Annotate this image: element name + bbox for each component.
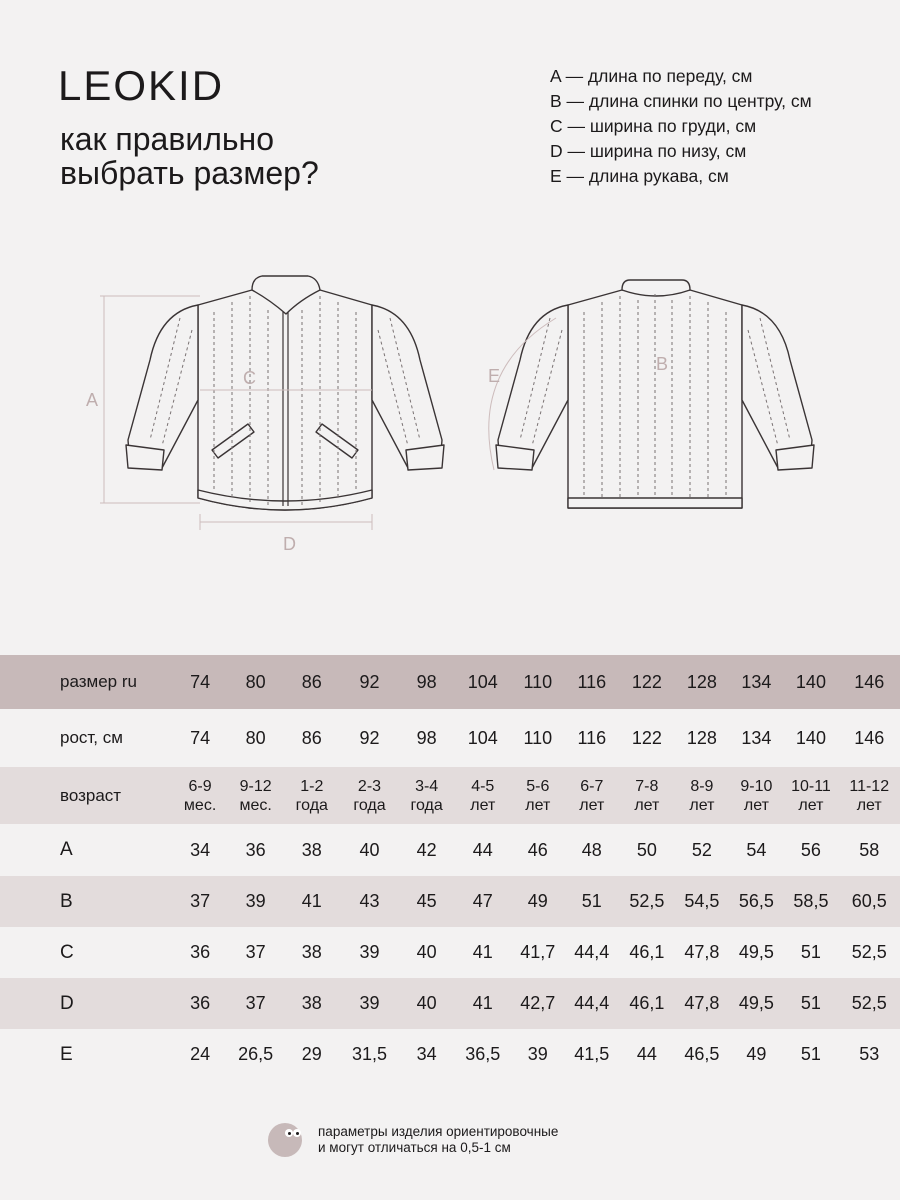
cell: 38 <box>301 993 322 1013</box>
age-range: 6-9 <box>188 777 212 795</box>
title-line-2: выбрать размер? <box>60 155 319 191</box>
age-unit: лет <box>689 796 715 814</box>
cell: 44 <box>636 1044 657 1064</box>
cell: 47,8 <box>684 942 720 962</box>
cell: 31,5 <box>351 1044 387 1064</box>
cell: 128 <box>686 727 717 748</box>
row-label: возраст <box>60 785 122 805</box>
cell: 104 <box>467 727 498 748</box>
cell: 38 <box>301 942 322 962</box>
cell: 60,5 <box>851 891 887 911</box>
jacket-back-illustration <box>488 280 814 508</box>
cell: 44,4 <box>574 942 610 962</box>
cell: 36 <box>245 839 266 860</box>
cell: 56,5 <box>738 891 774 911</box>
age-range: 8-9 <box>690 777 714 795</box>
age-range: 2-3 <box>357 777 382 795</box>
cell: 58 <box>859 839 880 860</box>
measurement-legend <box>550 64 812 189</box>
cell: 40 <box>416 942 437 962</box>
cell <box>454 767 511 824</box>
cell: 50 <box>636 839 657 860</box>
row-label: A <box>60 839 73 860</box>
size-chart-table <box>0 655 900 1080</box>
cell: 134 <box>741 671 772 692</box>
cell: 128 <box>686 671 717 692</box>
row-label: C <box>60 941 74 963</box>
cell: 41 <box>472 942 493 962</box>
dim-label-a: A <box>86 390 99 410</box>
legend-item-b: B — длина спинки по центру, см <box>550 91 812 111</box>
row-c <box>0 927 900 978</box>
cell: 48 <box>581 839 602 860</box>
age-unit: лет <box>470 796 496 814</box>
cell <box>511 767 564 824</box>
cell: 36 <box>190 993 211 1013</box>
cell: 134 <box>741 727 772 748</box>
row-label: D <box>60 992 74 1014</box>
cell: 43 <box>359 891 380 911</box>
age-range: 9-12 <box>239 777 272 795</box>
eye-icon <box>293 1129 301 1137</box>
cell <box>284 767 340 824</box>
row-height <box>0 709 900 767</box>
cell: 116 <box>577 727 607 748</box>
cell: 54 <box>746 839 767 860</box>
cell: 51 <box>800 1044 821 1064</box>
age-range: 7-8 <box>635 777 659 795</box>
age-range: 10-11 <box>791 777 831 795</box>
title-line-1: как правильно <box>60 121 274 157</box>
dim-label-d: D <box>283 534 296 554</box>
age-range: 6-7 <box>580 777 604 795</box>
jacket-front-illustration <box>86 276 444 554</box>
row-b <box>0 876 900 927</box>
cell: 86 <box>301 671 322 692</box>
cell: 34 <box>416 1044 437 1064</box>
cell: 37 <box>245 942 266 962</box>
age-unit: мес. <box>239 796 272 814</box>
cell <box>564 767 619 824</box>
cell <box>399 767 454 824</box>
cell <box>340 767 399 824</box>
cell: 24 <box>190 1044 211 1064</box>
cell: 51 <box>800 993 821 1013</box>
cell <box>619 767 674 824</box>
page-title <box>60 122 319 190</box>
cell: 39 <box>527 1044 548 1064</box>
footnote-line-1: параметры изделия ориентировочные <box>318 1124 559 1139</box>
cell: 41 <box>301 891 322 911</box>
cell: 140 <box>795 671 826 692</box>
row-label: E <box>60 1043 73 1065</box>
row-d <box>0 978 900 1029</box>
cell: 110 <box>523 727 553 748</box>
cell: 74 <box>190 671 211 692</box>
dim-label-e: E <box>488 366 501 386</box>
cell: 49,5 <box>738 993 774 1013</box>
cell: 80 <box>245 727 266 748</box>
cell: 56 <box>800 839 821 860</box>
cell: 39 <box>359 942 380 962</box>
row-size-ru <box>0 655 900 709</box>
cell: 54,5 <box>684 891 720 911</box>
age-range: 9-10 <box>740 777 773 795</box>
cell: 41 <box>472 993 493 1013</box>
cell: 40 <box>416 993 437 1013</box>
cell: 39 <box>359 993 380 1013</box>
age-unit: года <box>410 796 443 814</box>
age-range: 5-6 <box>526 777 550 795</box>
legend-item-c: C — ширина по груди, см <box>550 116 757 136</box>
cell: 51 <box>800 942 821 962</box>
cell <box>783 767 838 824</box>
cell: 74 <box>190 727 211 748</box>
cell: 52,5 <box>629 891 665 911</box>
cell: 104 <box>467 671 498 692</box>
cell: 52,5 <box>851 942 887 962</box>
age-unit: мес. <box>183 796 217 814</box>
cell: 46,1 <box>629 942 665 962</box>
footnote-text <box>318 1124 558 1156</box>
dim-label-c: C <box>243 368 256 388</box>
cell: 146 <box>854 727 885 748</box>
age-unit: лет <box>634 796 660 814</box>
cell <box>729 767 783 824</box>
cell: 146 <box>854 671 885 692</box>
cell: 26,5 <box>238 1044 274 1064</box>
cell: 92 <box>359 671 380 692</box>
cell: 41,7 <box>520 942 556 962</box>
cell: 98 <box>416 727 437 748</box>
cell: 49 <box>746 1044 767 1064</box>
age-unit: лет <box>743 796 769 814</box>
cell: 110 <box>523 671 553 692</box>
row-a <box>0 824 900 876</box>
age-unit: года <box>295 796 328 814</box>
cell <box>674 767 729 824</box>
cell: 47 <box>472 891 493 911</box>
cell: 44,4 <box>574 993 610 1013</box>
age-range: 11-12 <box>849 777 890 795</box>
cell: 49 <box>527 891 548 911</box>
age-unit: лет <box>856 796 882 814</box>
cell: 46,5 <box>684 1044 720 1064</box>
row-label: B <box>60 890 73 912</box>
cell: 45 <box>416 891 437 911</box>
cell: 52,5 <box>851 993 887 1013</box>
cell: 46 <box>527 839 548 860</box>
cell <box>838 767 900 824</box>
legend-item-a: A — длина по переду, см <box>550 66 753 86</box>
age-range: 4-5 <box>471 777 495 795</box>
cell: 37 <box>245 993 266 1013</box>
dim-label-b: B <box>656 354 669 374</box>
cell: 41,5 <box>574 1044 610 1064</box>
cell: 42 <box>416 839 437 860</box>
cell: 98 <box>416 671 437 692</box>
cell: 53 <box>859 1044 880 1064</box>
cell: 58,5 <box>793 891 829 911</box>
age-unit: лет <box>525 796 551 814</box>
legend-item-e: E — длина рукава, см <box>550 166 729 186</box>
age-unit: года <box>353 796 386 814</box>
cell: 52 <box>691 839 712 860</box>
cell: 42,7 <box>520 993 556 1013</box>
age-range: 1-2 <box>300 777 324 795</box>
cell <box>173 767 228 824</box>
cell: 140 <box>795 727 826 748</box>
brand-logo: LEOKID <box>58 62 225 109</box>
cell <box>228 767 284 824</box>
cell: 86 <box>301 727 322 748</box>
cell: 49,5 <box>738 942 774 962</box>
cell: 122 <box>631 671 662 692</box>
cell: 47,8 <box>684 993 720 1013</box>
mascot-dot-icon <box>268 1123 302 1157</box>
cell: 46,1 <box>629 993 665 1013</box>
cell: 51 <box>581 891 602 911</box>
cell: 29 <box>301 1044 322 1064</box>
eye-icon <box>285 1129 293 1137</box>
cell: 80 <box>245 671 266 692</box>
cell: 116 <box>577 671 607 692</box>
age-unit: лет <box>798 796 824 814</box>
cell: 36 <box>190 942 211 962</box>
row-age <box>0 767 900 824</box>
age-range: 3-4 <box>415 777 439 795</box>
age-unit: лет <box>579 796 605 814</box>
footnote-line-2: и могут отличаться на 0,5-1 см <box>318 1140 511 1155</box>
legend-item-d: D — ширина по низу, см <box>550 141 747 161</box>
jacket-drawings <box>0 250 900 580</box>
row-label: рост, см <box>60 728 123 747</box>
cell: 37 <box>190 891 211 911</box>
row-label: размер ru <box>60 672 137 691</box>
footnote <box>268 1123 558 1157</box>
cell: 34 <box>190 839 211 860</box>
cell: 92 <box>359 727 380 748</box>
cell: 39 <box>245 891 266 911</box>
cell: 44 <box>472 839 493 860</box>
cell: 36,5 <box>465 1044 501 1064</box>
cell: 40 <box>359 839 380 860</box>
row-e <box>0 1029 900 1080</box>
cell: 38 <box>301 839 322 860</box>
cell: 122 <box>631 727 662 748</box>
